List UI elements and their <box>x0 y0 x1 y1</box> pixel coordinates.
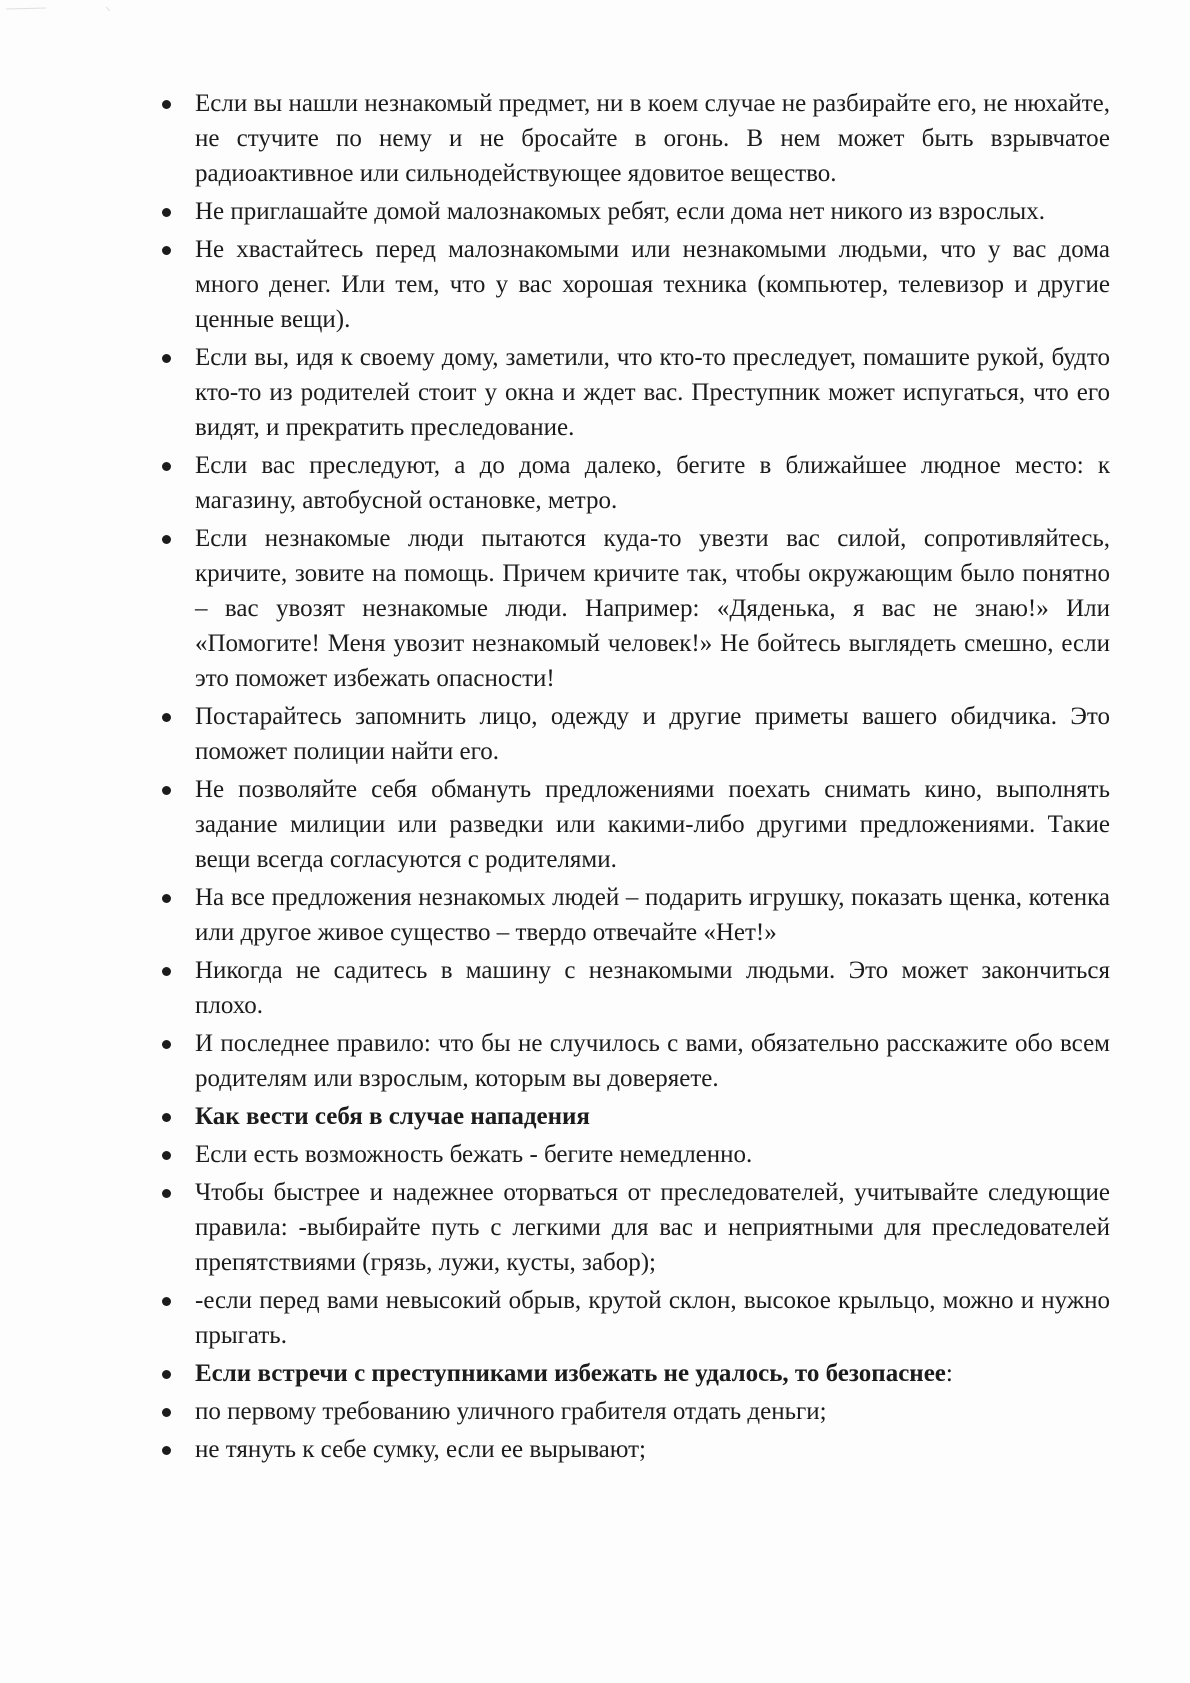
list-item <box>155 699 1110 769</box>
scan-artifact <box>6 4 126 14</box>
bullet-icon <box>159 1137 179 1172</box>
bullet-icon <box>159 1283 179 1318</box>
safety-rules-list <box>155 86 1110 1467</box>
list-item-text: по первому требованию уличного грабителя отдать деньги; <box>195 1398 827 1425</box>
list-item <box>155 340 1110 445</box>
bullet-icon <box>159 232 179 267</box>
list-item-text: -если перед вами невысокий обрыв, крутой склон, высокое крыльцо, можно и нужно прыгать. <box>195 1287 1110 1349</box>
bullet-icon <box>159 1175 179 1210</box>
bullet-icon <box>159 448 179 483</box>
list-item <box>155 1394 1110 1429</box>
list-item-text: Не позволяйте себя обмануть предложениями поехать снимать кино, выполнять задание милиции или разведки или какими-либо другими предложениями. Такие вещи всегда согласуются с родителями. <box>195 776 1110 873</box>
list-item-text: Постарайтесь запомнить лицо, одежду и другие приметы вашего обидчика. Это поможет полиции найти его. <box>195 703 1110 765</box>
bullet-icon <box>159 1432 179 1467</box>
heading-colon: : <box>945 1360 953 1387</box>
list-item-text: Не приглашайте домой малознакомых ребят, если дома нет никого из взрослых. <box>195 198 1045 225</box>
bullet-icon <box>159 1394 179 1429</box>
list-item <box>155 194 1110 229</box>
list-item <box>155 521 1110 696</box>
list-item <box>155 953 1110 1023</box>
list-item <box>155 232 1110 337</box>
list-item <box>155 86 1110 191</box>
section-heading <box>155 1356 1110 1391</box>
list-item <box>155 1026 1110 1096</box>
list-item-text: Если вас преследуют, а до дома далеко, бегите в ближайшее людное место: к магазину, автобусной остановке, метро. <box>195 452 1110 514</box>
bullet-icon <box>159 699 179 734</box>
list-item-text: Если незнакомые люди пытаются куда-то увезти вас силой, сопротивляйтесь, кричите, зовите на помощь. Причем кричите так, чтобы окружающим было понятно – вас увозят незнакомые люди. Например: «Дяденька, я вас не знаю!» Или «Помогите! Меня увозит незнакомый человек!» Не бойтесь выглядеть смешно, если это поможет избежать опасности! <box>195 525 1110 692</box>
bullet-icon <box>159 86 179 121</box>
list-item-text: И последнее правило: что бы не случилось с вами, обязательно расскажите обо всем родителям или взрослым, которым вы доверяете. <box>195 1030 1110 1092</box>
list-item <box>155 1175 1110 1280</box>
list-item <box>155 448 1110 518</box>
section-heading-text: Если встречи с преступниками избежать не удалось, то безопаснее <box>195 1360 946 1387</box>
list-item-text: Если вы, идя к своему дому, заметили, что кто-то преследует, помашите рукой, будто кто-то из родителей стоит у окна и ждет вас. Преступник может испугаться, что его видят, и прекратить преследование. <box>195 344 1110 441</box>
list-item <box>155 1432 1110 1467</box>
bullet-icon <box>159 1099 179 1134</box>
bullet-icon <box>159 880 179 915</box>
list-item-text: Не хвастайтесь перед малознакомыми или незнакомыми людьми, что у вас дома много денег. Или тем, что у вас хорошая техника (компьютер, телевизор и другие ценные вещи). <box>195 236 1110 333</box>
list-item <box>155 880 1110 950</box>
bullet-icon <box>159 953 179 988</box>
list-item <box>155 1137 1110 1172</box>
bullet-icon <box>159 772 179 807</box>
list-item-text: На все предложения незнакомых людей – подарить игрушку, показать щенка, котенка или другое живое существо – твердо отвечайте «Нет!» <box>195 884 1110 946</box>
list-item <box>155 1283 1110 1353</box>
list-item-text: Никогда не садитесь в машину с незнакомыми людьми. Это может закончиться плохо. <box>195 957 1110 1019</box>
list-item <box>155 772 1110 877</box>
list-item-text: Чтобы быстрее и надежнее оторваться от преследователей, учитывайте следующие правила: -выбирайте путь с легкими для вас и неприятными для преследователей препятствиями (грязь, лужи, кусты, забор); <box>195 1179 1110 1276</box>
section-heading <box>155 1099 1110 1134</box>
document-body <box>155 86 1110 1470</box>
list-item-text: Если вы нашли незнакомый предмет, ни в коем случае не разбирайте его, не нюхайте, не стучите по нему и не бросайте в огонь. В нем может быть взрывчатое радиоактивное или сильнодействующее ядовитое вещество. <box>195 90 1110 187</box>
bullet-icon <box>159 340 179 375</box>
bullet-icon <box>159 1026 179 1061</box>
list-item-text: не тянуть к себе сумку, если ее вырывают; <box>195 1436 647 1463</box>
bullet-icon <box>159 1356 179 1391</box>
bullet-icon <box>159 521 179 556</box>
list-item-text: Если есть возможность бежать - бегите немедленно. <box>195 1141 753 1168</box>
bullet-icon <box>159 194 179 229</box>
section-heading-text: Как вести себя в случае нападения <box>195 1103 590 1130</box>
